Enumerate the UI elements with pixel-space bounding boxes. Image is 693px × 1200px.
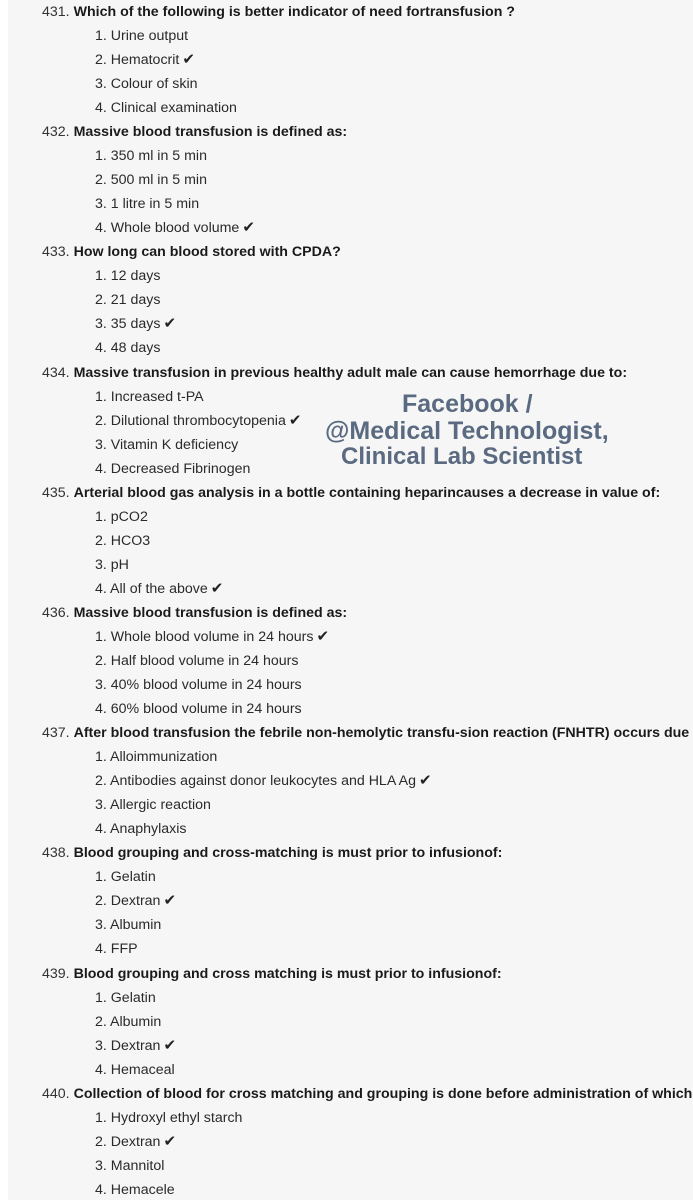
option-label: 3. Dextran xyxy=(95,1037,161,1054)
question-434 xyxy=(42,364,627,382)
question-number: 434. xyxy=(42,364,70,381)
question-text: Massive blood transfusion is defined as: xyxy=(73,124,348,141)
option-label: 3. Vitamin K deficiency xyxy=(95,436,239,453)
watermark-line-3: Clinical Lab Scientist xyxy=(341,443,583,470)
watermark-line-2: @Medical Technologist, xyxy=(325,417,609,445)
answer-option xyxy=(95,580,223,598)
option-label: 2. Albumin xyxy=(95,1013,162,1030)
correct-check-icon: ✔ xyxy=(288,411,302,429)
option-label: 4. Whole blood volume xyxy=(95,220,240,237)
option-label: 2. Hematocrit xyxy=(95,52,180,68)
question-439 xyxy=(42,965,502,983)
option-label: 2. Half blood volume in 24 hours xyxy=(95,653,299,669)
question-text: Collection of blood for cross matching and grouping is done before administration of which xyxy=(73,1085,693,1102)
answer-option xyxy=(95,412,301,430)
question-436 xyxy=(42,604,347,622)
question-text: Which of the following is better indicator of need fortransfusion ? xyxy=(73,4,515,20)
correct-check-icon: ✔ xyxy=(163,315,177,333)
option-label: 3. Colour of skin xyxy=(95,76,198,92)
option-label: 3. 1 litre in 5 min xyxy=(95,196,200,213)
answer-option xyxy=(95,1061,175,1079)
answer-option xyxy=(95,508,148,526)
option-label: 1. Hydroxyl ethyl starch xyxy=(95,1109,243,1126)
option-label: 4. 60% blood volume in 24 hours xyxy=(95,701,302,717)
answer-option xyxy=(95,748,217,766)
correct-check-icon: ✔ xyxy=(419,772,432,790)
question-text: Blood grouping and cross-matching is must prior to infusionof: xyxy=(73,845,503,862)
answer-option xyxy=(95,700,302,718)
option-label: 3. Allergic reaction xyxy=(95,797,211,814)
answer-option xyxy=(95,99,237,117)
answer-option xyxy=(95,796,211,814)
question-435 xyxy=(42,484,660,502)
option-label: 4. All of the above xyxy=(95,580,208,597)
question-432 xyxy=(42,123,347,141)
answer-option xyxy=(95,339,160,357)
question-number: 432. xyxy=(42,124,70,141)
answer-option xyxy=(95,892,176,910)
option-label: 2. Dilutional thrombocytopenia xyxy=(95,412,286,429)
question-437 xyxy=(42,724,689,742)
answer-option xyxy=(95,267,160,285)
answer-option xyxy=(95,652,298,670)
answer-option xyxy=(95,820,187,838)
question-number: 436. xyxy=(42,605,70,621)
option-label: 1. 12 days xyxy=(95,268,161,285)
question-number: 433. xyxy=(42,244,70,261)
option-label: 1. Gelatin xyxy=(95,989,156,1006)
question-text: Blood grouping and cross matching is must prior to infusionof: xyxy=(73,965,502,982)
option-label: 4. FFP xyxy=(95,941,138,958)
question-440 xyxy=(42,1085,692,1103)
option-label: 4. Clinical examination xyxy=(95,100,237,116)
correct-check-icon: ✔ xyxy=(210,579,224,597)
answer-option xyxy=(95,436,238,454)
answer-option xyxy=(95,1133,176,1151)
answer-option xyxy=(95,195,199,213)
option-label: 2. Dextran xyxy=(95,893,161,910)
answer-option xyxy=(95,989,156,1007)
option-label: 2. HCO3 xyxy=(95,532,151,549)
option-label: 1. Increased t-PA xyxy=(95,388,204,405)
option-label: 3. Mannitol xyxy=(95,1157,165,1174)
question-number: 431. xyxy=(42,4,70,20)
question-number: 439. xyxy=(42,965,70,982)
option-label: 2. 21 days xyxy=(95,292,161,309)
option-label: 4. Hemaceal xyxy=(95,1061,175,1078)
question-text: After blood transfusion the febrile non-hemolytic transfu-sion reaction (FNHTR) occurs due xyxy=(73,725,690,742)
answer-option xyxy=(95,628,329,646)
option-label: 2. Antibodies against donor leukocytes and HLA Ag xyxy=(95,773,417,790)
option-label: 1. 350 ml in 5 min xyxy=(95,148,207,165)
correct-check-icon: ✔ xyxy=(242,219,255,237)
answer-option xyxy=(95,388,204,406)
question-438 xyxy=(42,844,502,862)
answer-option xyxy=(95,291,160,309)
answer-option xyxy=(95,532,150,550)
answer-option xyxy=(95,171,207,189)
answer-option xyxy=(95,1013,161,1031)
answer-option xyxy=(95,556,129,574)
correct-check-icon: ✔ xyxy=(182,51,195,68)
question-text: How long can blood stored with CPDA? xyxy=(73,244,341,261)
correct-check-icon: ✔ xyxy=(163,892,177,910)
option-label: 4. Hemacele xyxy=(95,1181,175,1198)
question-text: Massive blood transfusion is defined as: xyxy=(73,605,348,621)
question-number: 435. xyxy=(42,484,70,501)
option-label: 1. Whole blood volume in 24 hours xyxy=(95,629,314,645)
correct-check-icon: ✔ xyxy=(316,628,330,645)
question-number: 438. xyxy=(42,845,70,862)
question-text: Arterial blood gas analysis in a bottle containing heparincauses a decrease in value of: xyxy=(73,484,661,501)
answer-option xyxy=(95,676,302,694)
answer-option xyxy=(95,315,176,333)
option-label: 1. Alloimmunization xyxy=(95,749,218,766)
option-label: 1. Gelatin xyxy=(95,869,156,886)
answer-option xyxy=(95,460,250,478)
question-number: 440. xyxy=(42,1085,70,1102)
answer-option xyxy=(95,147,207,165)
option-label: 1. pCO2 xyxy=(95,508,148,525)
option-label: 1. Urine output xyxy=(95,28,189,44)
answer-option xyxy=(95,868,156,886)
option-label: 2. 500 ml in 5 min xyxy=(95,172,207,189)
question-431 xyxy=(42,3,515,21)
option-label: 3. 35 days xyxy=(95,316,161,333)
watermark-line-1: Facebook / xyxy=(402,390,533,418)
answer-option xyxy=(95,940,138,958)
answer-option xyxy=(95,219,255,237)
option-label: 4. Decreased Fibrinogen xyxy=(95,460,251,477)
question-text: Massive transfusion in previous healthy adult male can cause hemorrhage due to: xyxy=(73,364,628,381)
option-label: 4. 48 days xyxy=(95,340,161,357)
option-label: 3. pH xyxy=(95,556,129,573)
question-433 xyxy=(42,243,341,261)
option-label: 3. Albumin xyxy=(95,917,162,934)
option-label: 4. Anaphylaxis xyxy=(95,821,187,838)
answer-option xyxy=(95,51,195,69)
correct-check-icon: ✔ xyxy=(163,1132,177,1150)
question-number: 437. xyxy=(42,725,70,742)
correct-check-icon: ✔ xyxy=(163,1036,177,1054)
option-label: 3. 40% blood volume in 24 hours xyxy=(95,677,302,693)
answer-option xyxy=(95,1109,242,1127)
option-label: 2. Dextran xyxy=(95,1133,161,1150)
answer-option xyxy=(95,75,198,93)
answer-option xyxy=(95,1037,176,1055)
answer-option xyxy=(95,1181,175,1199)
answer-option xyxy=(95,772,432,790)
answer-option xyxy=(95,1157,164,1175)
answer-option xyxy=(95,27,188,45)
answer-option xyxy=(95,916,161,934)
